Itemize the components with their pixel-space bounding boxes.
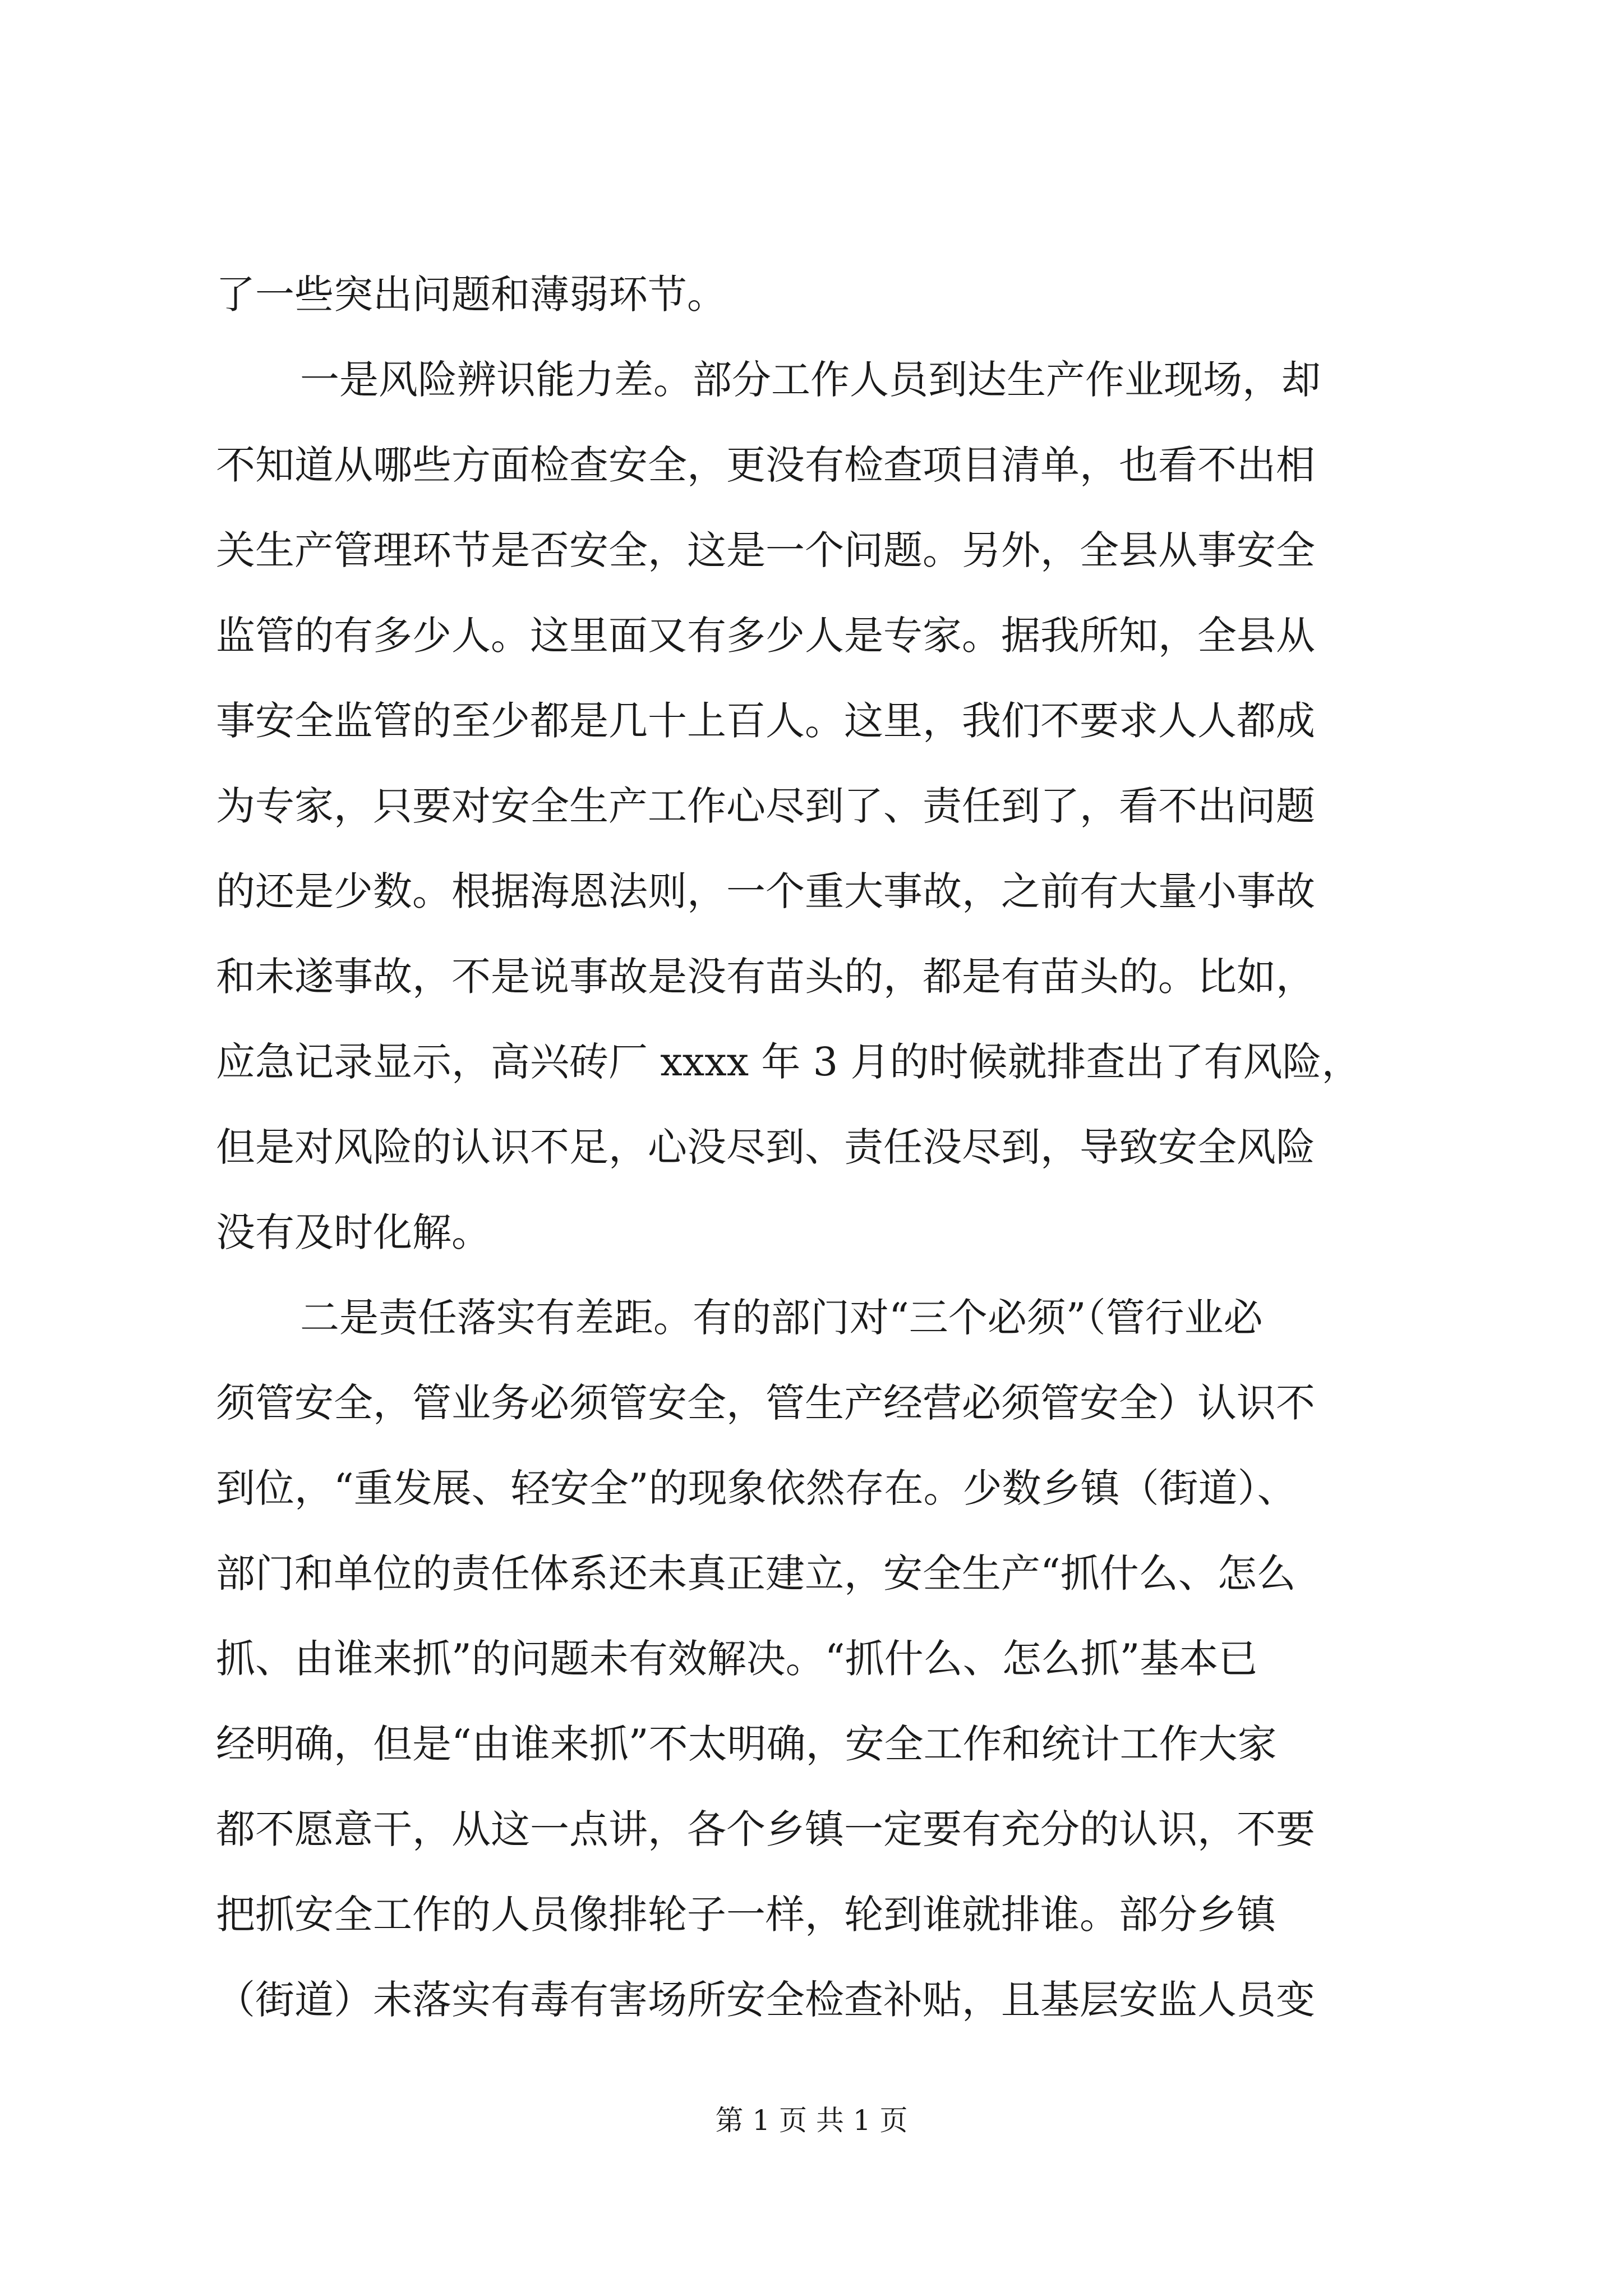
text-line: 须管安全，管业务必须管安全，管生产经营必须管安全）认识不 (216, 1380, 1315, 1426)
text-line: 了一些突出问题和薄弱环节。 (216, 272, 726, 318)
text-line: 一是风险辨识能力差。部分工作人员到达生产作业现场，却 (300, 357, 1321, 403)
text-line: 监管的有多少人。这里面又有多少人是专家。据我所知，全县从 (216, 613, 1315, 659)
text-line: 没有及时化解。 (216, 1209, 491, 1255)
text-line: 事安全监管的至少都是几十上百人。这里，我们不要求人人都成 (216, 698, 1315, 744)
text-line: 不知道从哪些方面检查安全，更没有检查项目清单，也看不出相 (216, 442, 1315, 488)
text-line: 二是责任落实有差距。有的部门对“三个必须”（管行业必 (300, 1295, 1263, 1341)
text-line: 和未遂事故，不是说事故是没有苗头的，都是有苗头的。比如， (216, 954, 1315, 1000)
text-line: 把抓安全工作的人员像排轮子一样，轮到谁就排谁。部分乡镇 (216, 1892, 1276, 1938)
text-line: 为专家，只要对安全生产工作心尽到了、责任到了，看不出问题 (216, 783, 1315, 829)
text-line: 部门和单位的责任体系还未真正建立，安全生产“抓什么、怎么 (216, 1550, 1296, 1596)
text-line: 都不愿意干，从这一点讲，各个乡镇一定要有充分的认识，不要 (216, 1806, 1315, 1852)
text-line: 经明确，但是“由谁来抓”不太明确，安全工作和统计工作大家 (216, 1721, 1277, 1767)
text-line: 抓、由谁来抓”的问题未有效解决。“抓什么、怎么抓”基本已 (216, 1636, 1258, 1682)
text-line: 关生产管理环节是否安全，这是一个问题。另外，全县从事安全 (216, 527, 1315, 573)
text-line: 到位，“重发展、轻安全”的现象依然存在。少数乡镇（街道）、 (216, 1465, 1297, 1511)
text-line: 应急记录显示，高兴砖厂 xxxx 年 3 月的时候就排查出了有风险， (216, 1039, 1361, 1085)
text-line: 但是对风险的认识不足，心没尽到、责任没尽到，导致安全风险 (216, 1124, 1315, 1170)
page-footer: 第 1 页 共 1 页 (715, 2104, 908, 2137)
text-line: 的还是少数。根据海恩法则，一个重大事故，之前有大量小事故 (216, 868, 1315, 914)
text-line: （街道）未落实有毒有害场所安全检查补贴，且基层安监人员变 (216, 1977, 1315, 2023)
